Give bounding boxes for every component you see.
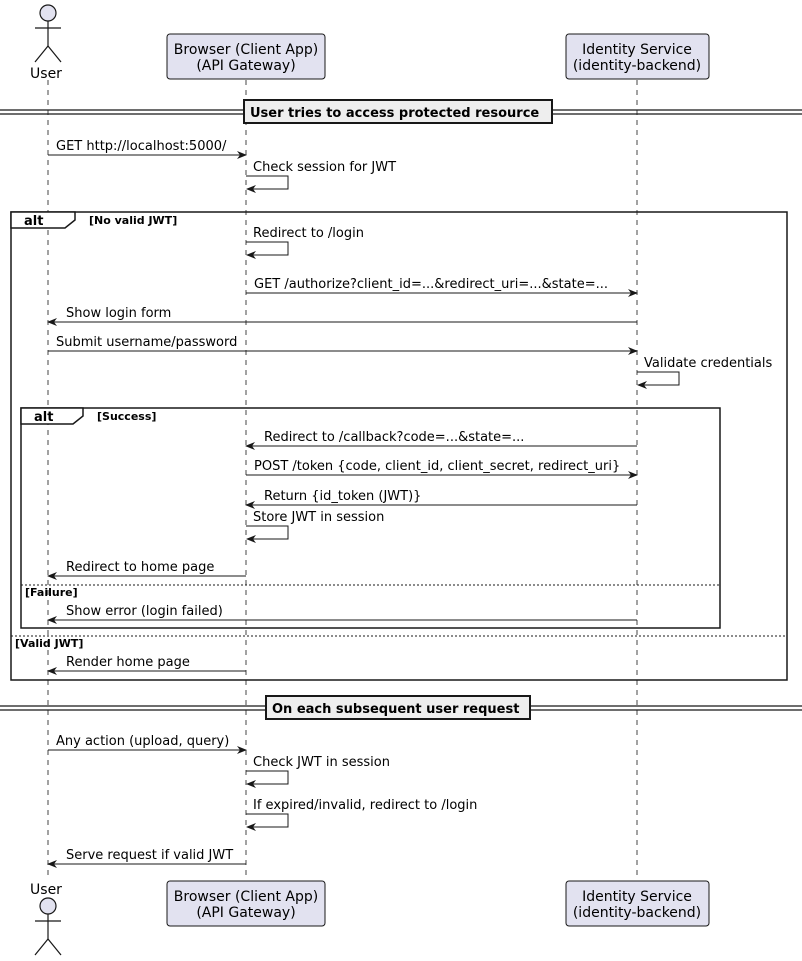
- frame-guard: [No valid JWT]: [89, 214, 178, 227]
- message: [48, 604, 637, 620]
- participant-label: Identity Service: [582, 42, 692, 58]
- participant-label: (API Gateway): [196, 58, 296, 74]
- message-label: GET /authorize?client_id=...&redirect_uri=...&state=...: [254, 277, 608, 292]
- message: [48, 848, 246, 864]
- divider-subsequent-request: [0, 696, 802, 719]
- participant-identity: [566, 881, 709, 926]
- frame-keyword: alt: [34, 410, 54, 425]
- message: [246, 459, 637, 475]
- message: [48, 335, 637, 351]
- participant-label: Identity Service: [582, 889, 692, 905]
- message-label: Check JWT in session: [253, 755, 390, 770]
- message: [48, 560, 246, 576]
- participant-label: Browser (Client App): [173, 42, 319, 58]
- message-label: Show error (login failed): [66, 604, 223, 619]
- message-label: Show login form: [66, 306, 172, 321]
- message-label: Check session for JWT: [253, 160, 397, 175]
- actor-icon: [35, 898, 61, 955]
- message: [637, 356, 773, 385]
- participant-user: [30, 882, 62, 955]
- message-label: If expired/invalid, redirect to /login: [253, 798, 478, 813]
- participant-label: Browser (Client App): [173, 889, 319, 905]
- message: [246, 798, 477, 827]
- participant-label: User: [30, 882, 62, 898]
- participant-browser: [167, 881, 325, 926]
- participant-label: User: [30, 66, 62, 82]
- participant-identity: [566, 34, 709, 79]
- actor-icon: [35, 5, 61, 62]
- divider-label: On each subsequent user request: [272, 702, 520, 717]
- message-label: Redirect to /login: [253, 226, 364, 241]
- frame-guard: [Success]: [97, 410, 157, 423]
- message-label: Store JWT in session: [253, 510, 385, 525]
- message: [246, 226, 364, 255]
- participant-user: [30, 5, 62, 82]
- message-label: Submit username/password: [56, 335, 238, 350]
- message-label: POST /token {code, client_id, client_secret, redirect_uri}: [254, 459, 621, 474]
- message: [246, 430, 637, 446]
- message-label: Return {id_token (JWT)}: [264, 489, 422, 504]
- divider-label: User tries to access protected resource: [250, 106, 540, 121]
- message-label: Any action (upload, query): [56, 734, 230, 749]
- participant-label: (API Gateway): [196, 905, 296, 921]
- message: [246, 755, 390, 784]
- participant-label: (identity-backend): [572, 58, 702, 74]
- divider-protected-resource: [0, 100, 802, 123]
- message: [48, 306, 637, 322]
- message-label: Serve request if valid JWT: [66, 848, 234, 863]
- message: [48, 655, 246, 671]
- participant-label: (identity-backend): [572, 905, 702, 921]
- message: [48, 734, 246, 750]
- message-label: Redirect to home page: [66, 560, 215, 575]
- message-label: Validate credentials: [644, 356, 773, 371]
- message-label: GET http://localhost:5000/: [56, 139, 227, 154]
- message-label: Redirect to /callback?code=...&state=...: [264, 430, 525, 445]
- participant-browser: [167, 34, 325, 79]
- message: [48, 139, 246, 155]
- message: [246, 510, 384, 539]
- message: [246, 160, 396, 189]
- message-label: Render home page: [66, 655, 190, 670]
- message: [246, 489, 637, 505]
- frame-keyword: alt: [24, 214, 44, 229]
- frame-else-guard: [Valid JWT]: [15, 637, 84, 650]
- message: [246, 277, 637, 293]
- frame-else-guard: [Failure]: [25, 586, 78, 599]
